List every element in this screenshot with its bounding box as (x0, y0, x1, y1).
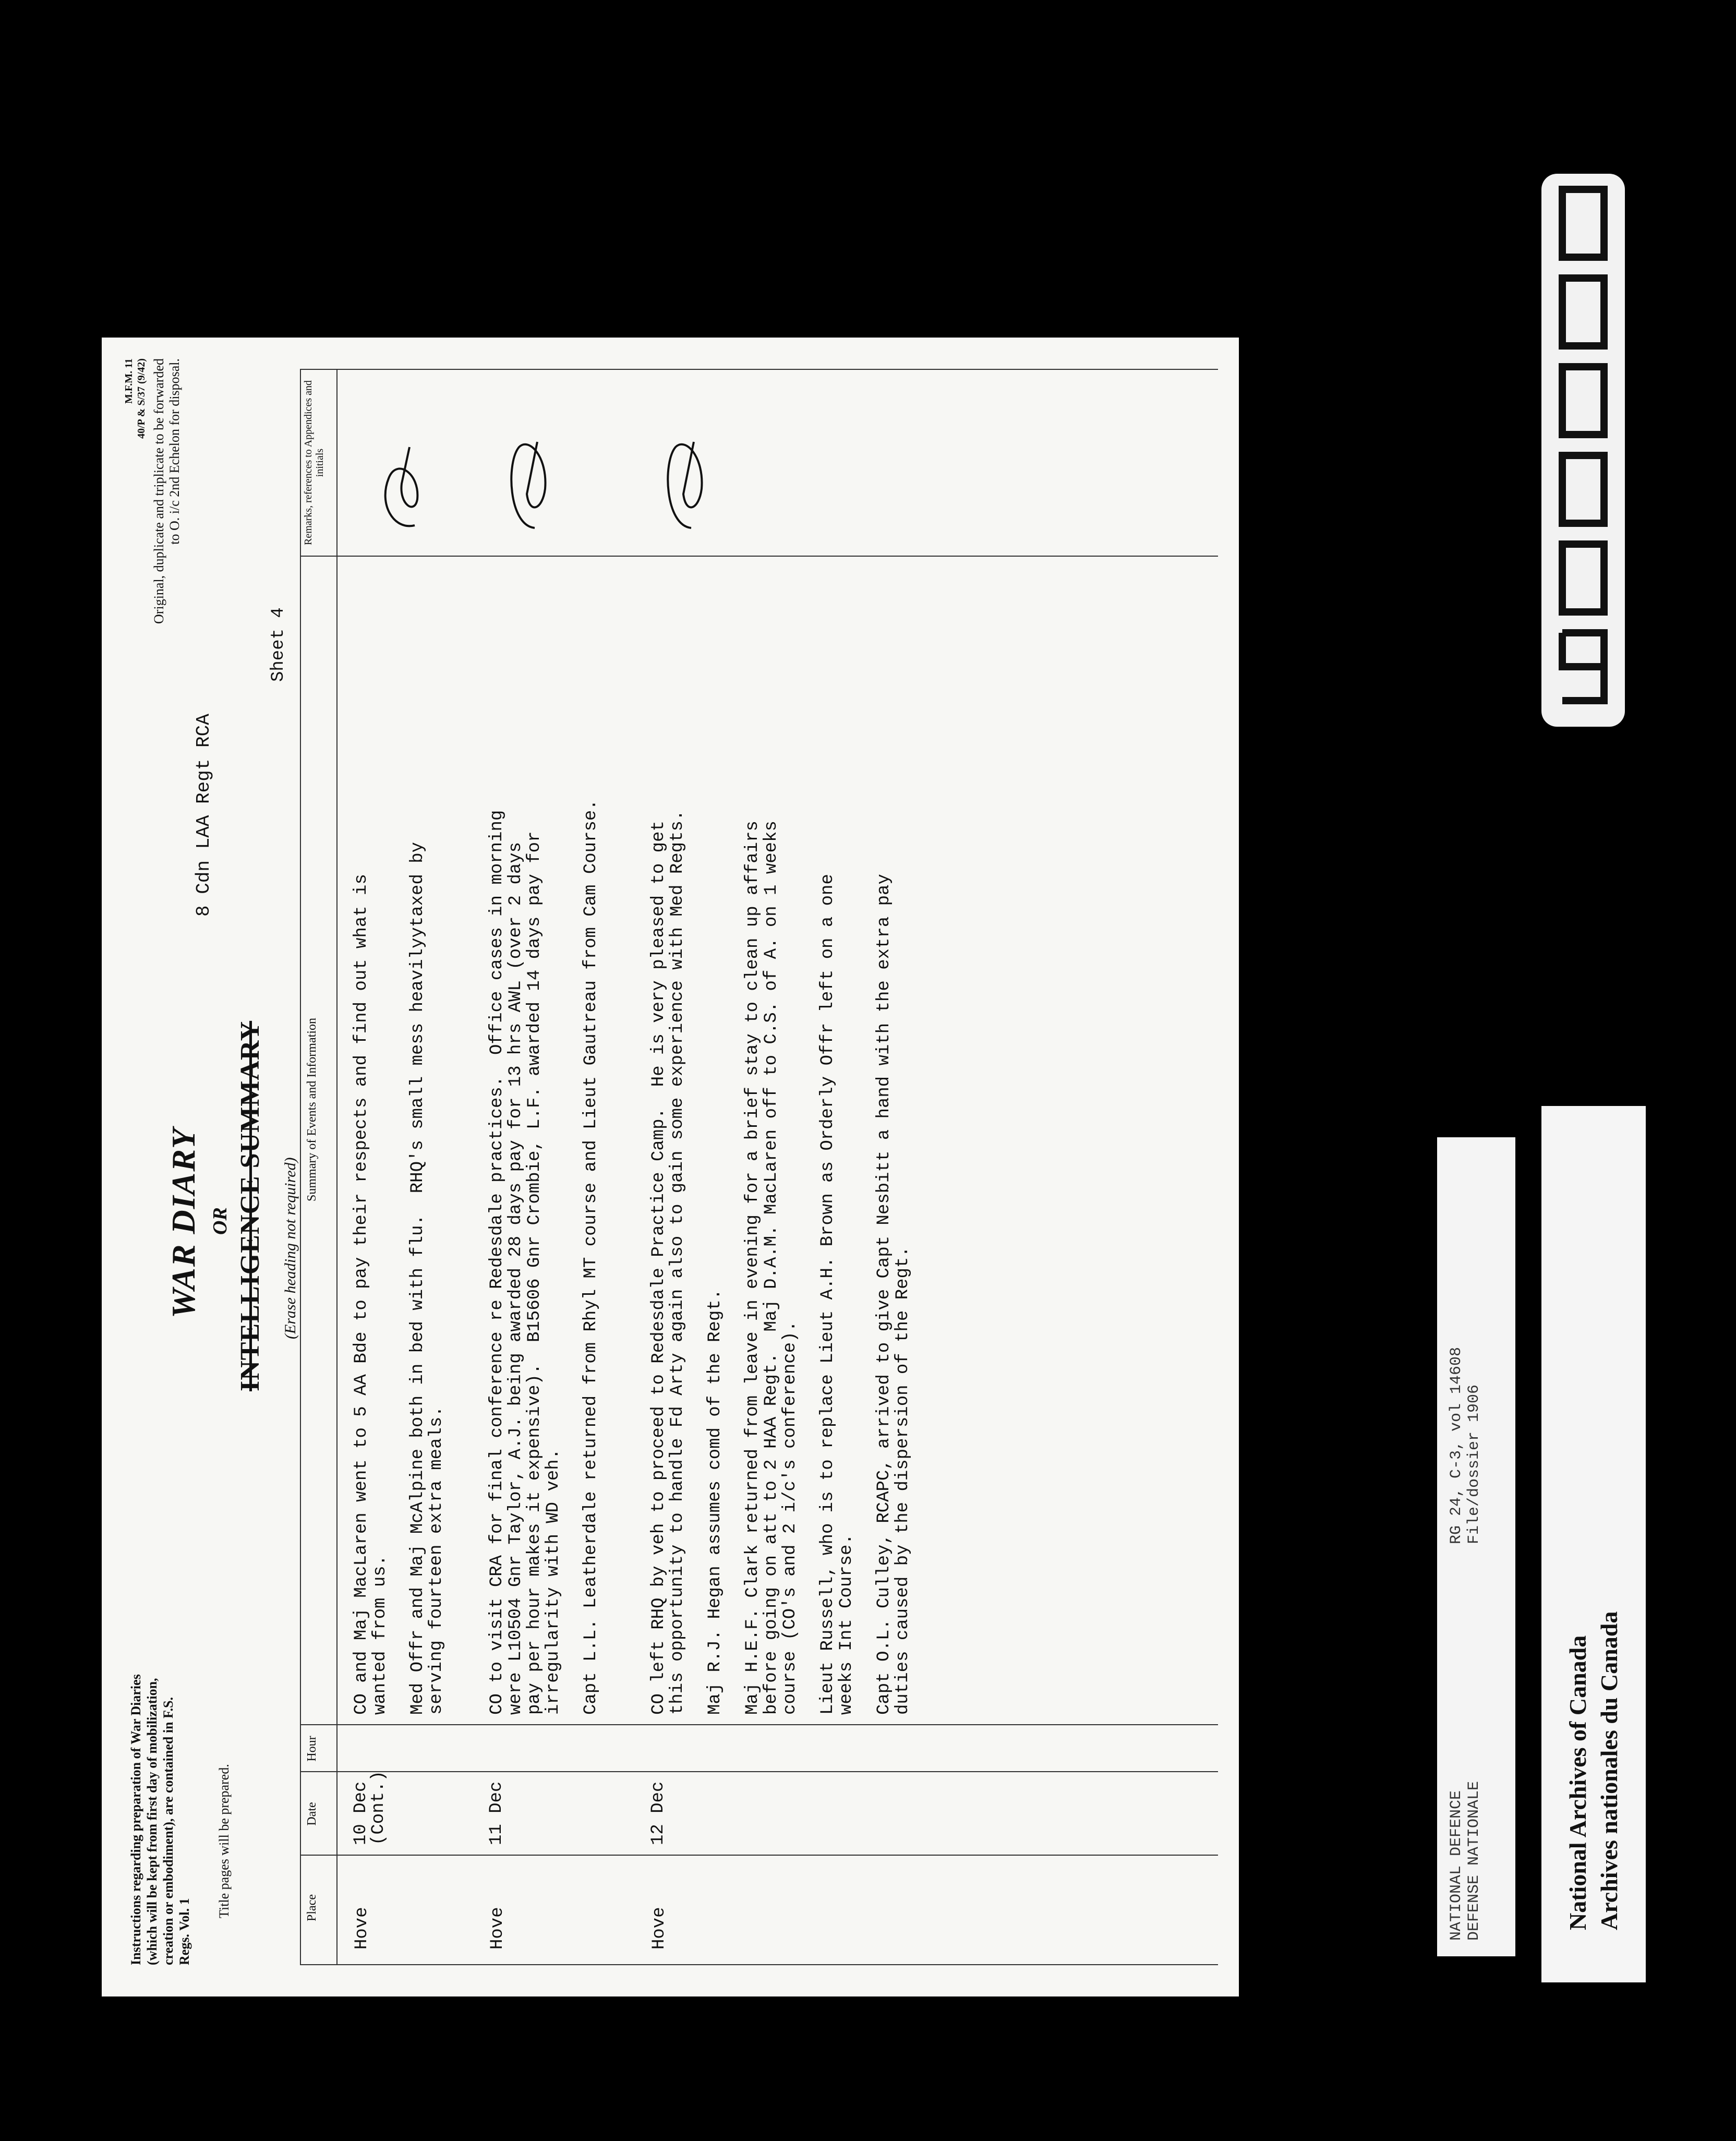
col-date: Date (305, 1802, 319, 1826)
instructions-text: Instructions regarding preparation of War Diaries (which will be kept from first day of mobilization, creation or embodiment), are contained in F.S. Regs. Vol. 1 (128, 1674, 192, 1965)
hour-summary-rule (300, 1724, 1218, 1725)
initials-signature (655, 431, 717, 536)
entry-place: Hove (649, 1907, 669, 1950)
national-defence-label (1437, 1137, 1515, 1956)
entry-date: 11 Dec (487, 1781, 507, 1845)
entry-date: 12 Dec (648, 1781, 668, 1845)
form-number (123, 358, 148, 439)
page-title: WAR DIARY (165, 1127, 202, 1318)
initials-signature (373, 431, 436, 536)
form-number-line-2: 40/P & S/37 (9/42) (136, 358, 147, 439)
record-group-ref: RG 24, C-3, vol 14608 (1448, 1346, 1465, 1544)
place-date-rule (300, 1855, 1218, 1856)
entry-summary: CO to visit CRA for final conference re Redesdale practices. Office cases in morning were L10504 Gnr Taylor, A.J. being awarded 28 days pay for 13 hrs AWL (over 2 days pay per hour makes it expensive). B15606 Gnr Crombie, L.F. awarded 14 days pay for irregularity with WD veh. Capt L.L. Leatherdale returned from Rhyl MT course and Lieut Gautreau from Cam Course. (487, 799, 601, 1715)
entry-summary: CO left RHQ by veh to proceed to Redesdale Practice Camp. He is very pleased to get this opportunity to handle Fd Arty again also to gain some experience with Med Regts. Maj R.J. Hegan assumes comd of the Regt. Maj H.E.F. Clark returned from leave in evening for a brief stay to clean up affairs before going on att to 2 HAA Regt. Maj D.A.M. MacLaren off to C.S. of A. on 1 weeks course (CO's and 2 i/c's conference). Lieut Russell, who is to replace Lieut A.H. Brown as Orderly Offr left on a one weeks Int Course. Capt O.L. Culley, RCAPC, arrived to give Capt Nesbitt a hand with the extra pay duties caused by the dispersion of the Regt. (649, 810, 913, 1715)
table-right-rule (300, 369, 1218, 370)
table-header-rule (336, 369, 337, 1965)
col-remarks: Remarks, references to Appendices and initials (303, 380, 326, 545)
initials-signature (498, 431, 561, 536)
col-summary: Summary of Events and Information (305, 1018, 319, 1201)
table-top-rule (300, 369, 301, 1965)
date-hour-rule (300, 1771, 1218, 1772)
entry-summary: CO and Maj MacLaren went to 5 AA Bde to pay their respects and find out what is wanted from us. Med Offr and Maj McAlpine both in bed with flu. RHQ's small mess heavilyytaxed by serving fourteen extra meals. (352, 841, 447, 1715)
nd-line-1: NATIONAL DEFENCE (1448, 1790, 1465, 1941)
form-number-line-1: M.F.M. 11 (123, 358, 135, 404)
entry-place: Hove (488, 1907, 508, 1950)
col-hour: Hour (305, 1736, 319, 1762)
original-copies-note: Original, duplicate and triplicate to be forwarded to O. i/c 2nd Echelon for disposal. (151, 358, 182, 624)
entry-date: 10 Dec (Cont.) (351, 1771, 389, 1845)
intelligence-summary-heading: INTELLIGENCE SUMMARY (235, 1020, 265, 1391)
archives-label (1541, 1106, 1646, 1982)
frame-number-strip (1541, 174, 1625, 727)
table-left-rule (300, 1964, 1218, 1965)
title-pages-note: Title pages will be prepared. (216, 1764, 232, 1918)
archives-french: Archives nationales du Canada (1596, 1611, 1622, 1930)
archives-english: National Archives of Canada (1564, 1635, 1591, 1930)
war-diary-sheet (102, 338, 1239, 1996)
nd-line-2: DEFENSE NATIONALE (1465, 1781, 1483, 1941)
erase-heading-note: (Erase heading not required) (282, 1157, 299, 1339)
entry-place: Hove (352, 1907, 372, 1950)
col-place: Place (305, 1894, 319, 1921)
sheet-number: Sheet 4 (269, 607, 288, 682)
unit-name: 8 Cdn LAA Regt RCA (193, 714, 214, 917)
file-ref: File/dossier 1906 (1465, 1384, 1483, 1544)
or-label: OR (209, 1207, 231, 1235)
summary-remarks-rule (300, 556, 1218, 557)
frame-number-digits (1541, 174, 1625, 727)
